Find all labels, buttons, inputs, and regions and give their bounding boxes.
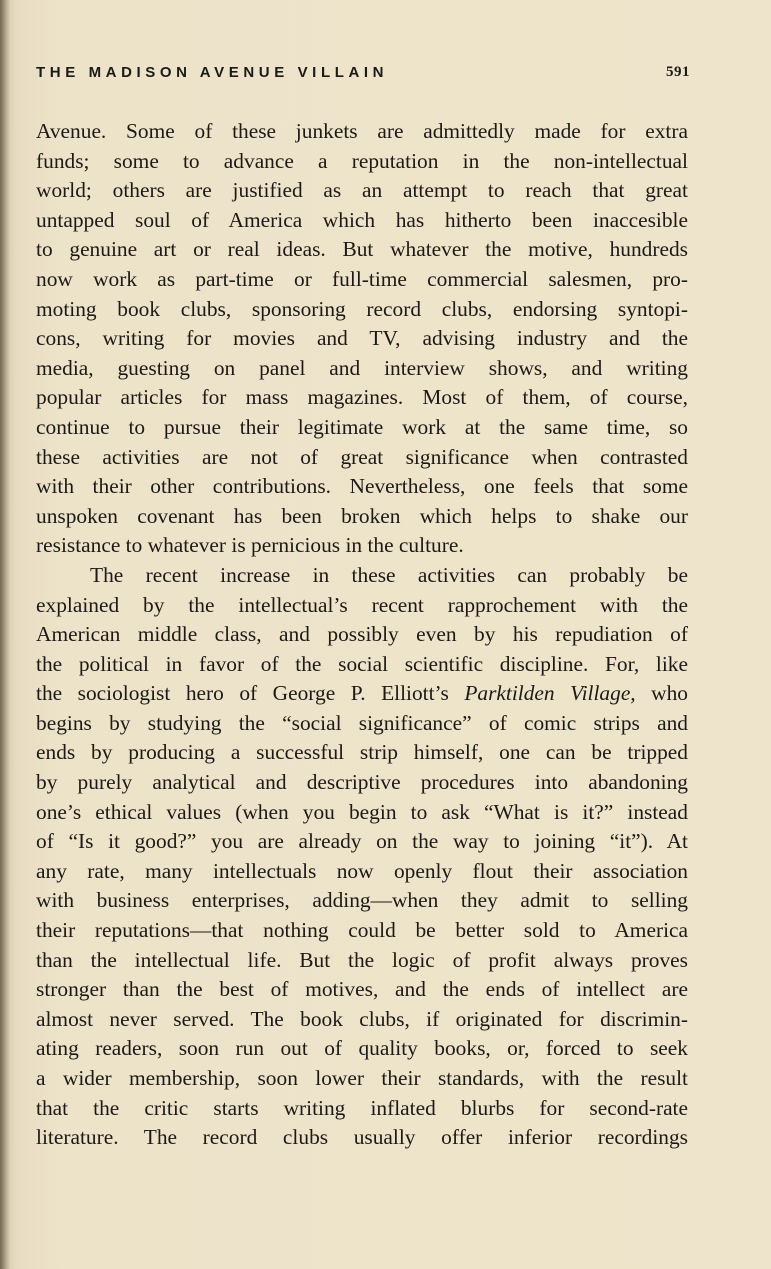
text-line: by purely analytical and descriptive procedures into abandoning bbox=[36, 770, 688, 795]
page-number: 591 bbox=[666, 64, 690, 80]
text-line: continue to pursue their legitimate work at the same time, so bbox=[36, 414, 688, 439]
text-line: The recent increase in these activities can probably be bbox=[90, 562, 688, 587]
text-line: begins by studying the “social significance” of comic strips and bbox=[36, 710, 688, 735]
text-line-with-italic bbox=[36, 679, 688, 709]
text-line: of “Is it good?” you are already on the way to joining “it”). At bbox=[36, 829, 688, 854]
text-line: moting book clubs, sponsoring record clubs, endorsing syntopi- bbox=[36, 296, 688, 321]
running-head bbox=[36, 64, 690, 88]
text-line: stronger than the best of motives, and the ends of intellect are bbox=[36, 977, 688, 1002]
text-line: world; others are justified as an attempt to reach that great bbox=[36, 178, 688, 203]
text-line: that the critic starts writing inflated blurbs for second-rate bbox=[36, 1095, 688, 1120]
text-line: to genuine art or real ideas. But whatever the motive, hundreds bbox=[36, 237, 688, 262]
text-line: now work as part-time or full-time commercial salesmen, pro- bbox=[36, 266, 688, 291]
body-text bbox=[36, 117, 688, 1153]
running-title: THE MADISON AVENUE VILLAIN bbox=[36, 64, 389, 81]
text-line: any rate, many intellectuals now openly flout their association bbox=[36, 858, 688, 883]
text-line: with business enterprises, adding—when they admit to selling bbox=[36, 888, 688, 913]
binding-shadow bbox=[0, 0, 10, 1269]
text-line: popular articles for mass magazines. Most of them, of course, bbox=[36, 385, 688, 410]
paragraph bbox=[36, 561, 688, 1153]
text-line: funds; some to advance a reputation in the non-intellectual bbox=[36, 148, 688, 173]
text-line: a wider membership, soon lower their standards, with the result bbox=[36, 1066, 688, 1090]
text-line: cons, writing for movies and TV, advising industry and the bbox=[36, 326, 688, 351]
text-line: untapped soul of America which has hitherto been inaccesible bbox=[36, 207, 688, 232]
text-line: these activities are not of great significance when contrasted bbox=[36, 444, 688, 469]
text-line: one’s ethical values (when you begin to ask “What is it?” instead bbox=[36, 799, 688, 824]
text-run: the sociologist hero of George P. Elliott’s bbox=[36, 681, 465, 706]
book-title-italic: Parktilden Village, bbox=[464, 681, 636, 706]
text-line: almost never served. The book clubs, if originated for discrimin- bbox=[36, 1006, 688, 1031]
text-line: ends by producing a successful strip himself, one can be tripped bbox=[36, 740, 688, 765]
text-line: their reputations—that nothing could be better sold to America bbox=[36, 918, 688, 943]
text-line: ating readers, soon run out of quality books, or, forced to seek bbox=[36, 1036, 688, 1061]
text-line: unspoken covenant has been broken which helps to shake our bbox=[36, 503, 688, 528]
text-line: than the intellectual life. But the logic of profit always proves bbox=[36, 947, 688, 972]
text-run: who bbox=[635, 681, 689, 706]
text-line: resistance to whatever is pernicious in the culture. bbox=[36, 533, 464, 558]
text-line: with their other contributions. Nevertheless, one feels that some bbox=[36, 474, 688, 499]
text-line: Avenue. Some of these junkets are admittedly made for extra bbox=[36, 119, 688, 143]
text-line: literature. The record clubs usually offer inferior recordings bbox=[36, 1125, 688, 1150]
text-line: the political in favor of the social scientific discipline. For, like bbox=[36, 651, 688, 676]
text-line: media, guesting on panel and interview shows, and writing bbox=[36, 355, 688, 380]
text-line: American middle class, and possibly even by his repudiation of bbox=[36, 622, 688, 647]
paragraph bbox=[36, 117, 688, 561]
text-line: explained by the intellectual’s recent rapprochement with the bbox=[36, 592, 688, 617]
